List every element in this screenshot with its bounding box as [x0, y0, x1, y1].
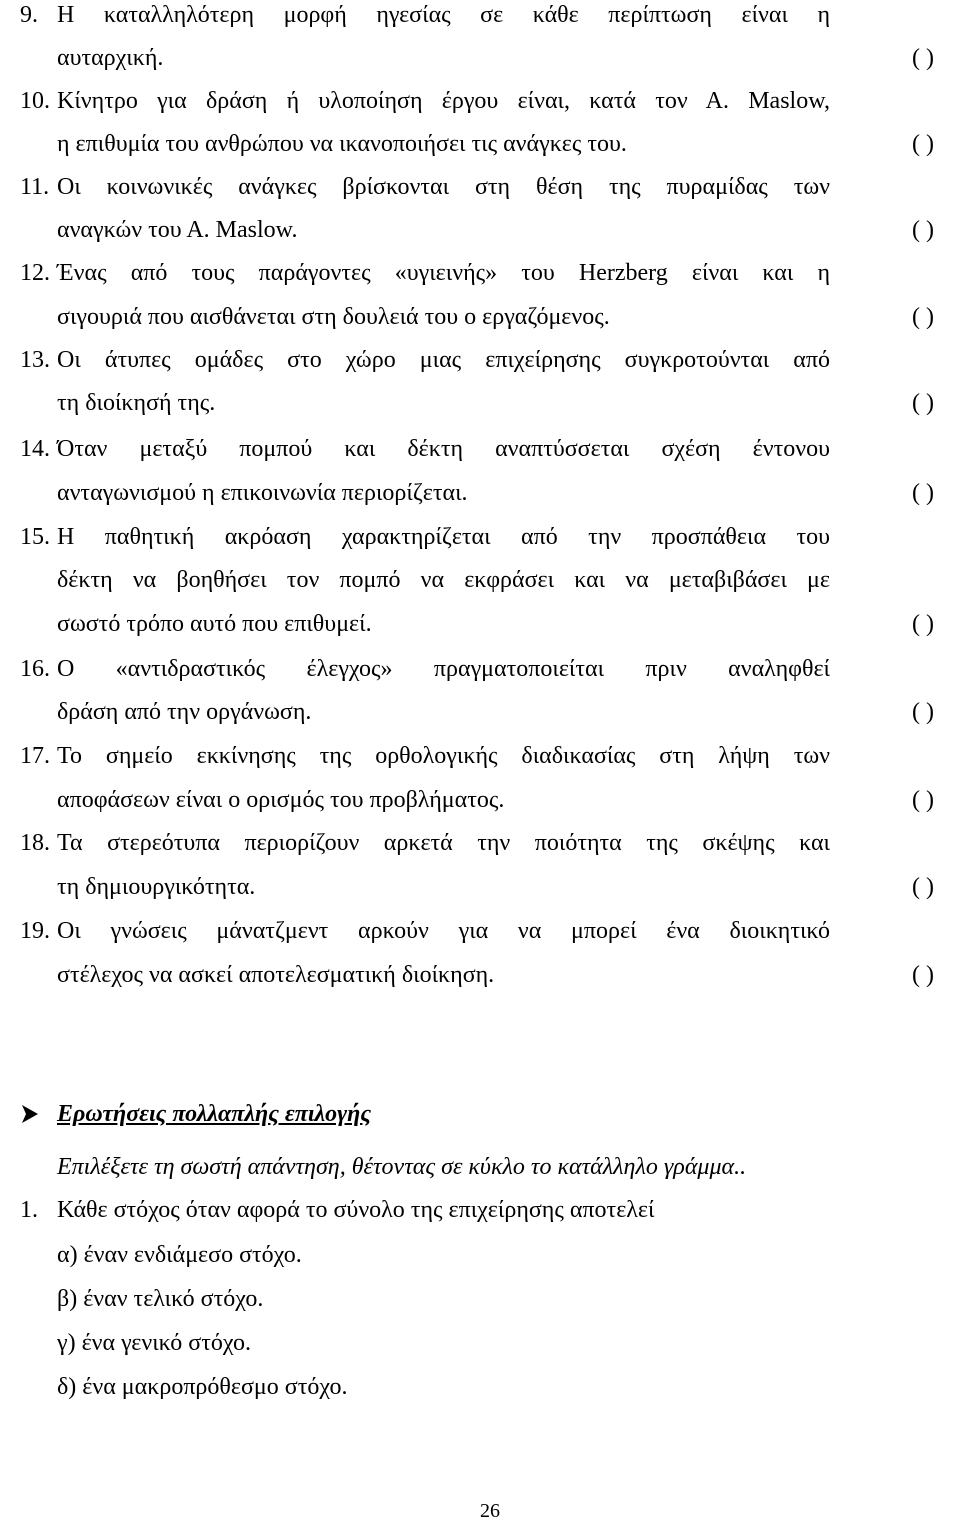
item-text-line: δράση από την οργάνωση.	[57, 699, 312, 725]
answer-parentheses[interactable]: ( )	[912, 962, 934, 988]
answer-parentheses[interactable]: ( )	[912, 217, 934, 243]
answer-parentheses[interactable]: ( )	[912, 480, 934, 506]
item-text-line: τη διοίκησή της.	[57, 390, 216, 416]
item-text-line: στέλεχος να ασκεί αποτελεσματική διοίκηση.	[57, 962, 495, 988]
section-title: Ερωτήσεις πολλαπλής επιλογής	[57, 1101, 372, 1127]
item-number: 12.	[20, 260, 50, 286]
item-text-line: αναγκών του Α. Maslow.	[57, 217, 298, 243]
option-d[interactable]: δ) ένα μακροπρόθεσμο στόχο.	[57, 1374, 348, 1400]
question-text: Κάθε στόχος όταν αφορά το σύνολο της επιχείρησης αποτελεί	[57, 1197, 655, 1223]
item-text-line: τη δημιουργικότητα.	[57, 874, 256, 900]
answer-parentheses[interactable]: ( )	[912, 131, 934, 157]
item-number: 11.	[20, 174, 50, 200]
item-number: 10.	[20, 88, 50, 114]
answer-parentheses[interactable]: ( )	[912, 304, 934, 330]
instruction-text: Επιλέξετε τη σωστή απάντηση, θέτοντας σε κύκλο το κατάλληλο γράμμα..	[57, 1154, 747, 1180]
item-text-line: Οι άτυπες ομάδες στο χώρο μιας επιχείρησης συγκροτούνται από	[57, 347, 830, 373]
item-text-line: Η καταλληλότερη μορφή ηγεσίας σε κάθε περίπτωση είναι η	[57, 2, 830, 28]
option-b[interactable]: β) έναν τελικό στόχο.	[57, 1286, 264, 1312]
item-text-line: Τα στερεότυπα περιορίζουν αρκετά την ποιότητα της σκέψης και	[57, 830, 830, 856]
item-number: 15.	[20, 524, 50, 550]
question-number: 1.	[20, 1197, 38, 1223]
item-number: 9.	[20, 2, 38, 28]
page-number: 26	[480, 1500, 500, 1522]
answer-parentheses[interactable]: ( )	[912, 787, 934, 813]
item-text-line: αποφάσεων είναι ο ορισμός του προβλήματος.	[57, 787, 505, 813]
item-text-line: Οι γνώσεις μάνατζμεντ αρκούν για να μπορεί ένα διοικητικό	[57, 918, 830, 944]
item-number: 18.	[20, 830, 50, 856]
option-c[interactable]: γ) ένα γενικό στόχο.	[57, 1330, 251, 1356]
item-text-line: σιγουριά που αισθάνεται στη δουλειά του ο εργαζόμενος.	[57, 304, 610, 330]
item-text-line: Όταν μεταξύ πομπού και δέκτη αναπτύσσεται σχέση έντονου	[57, 436, 830, 462]
item-number: 13.	[20, 347, 50, 373]
answer-parentheses[interactable]: ( )	[912, 699, 934, 725]
arrow-bullet-icon	[20, 1103, 40, 1125]
item-number: 17.	[20, 743, 50, 769]
answer-parentheses[interactable]: ( )	[912, 611, 934, 637]
item-text-line: σωστό τρόπο αυτό που επιθυμεί.	[57, 611, 372, 637]
item-text-line: Ένας από τους παράγοντες «υγιεινής» του Herzberg είναι και η	[57, 260, 830, 286]
answer-parentheses[interactable]: ( )	[912, 390, 934, 416]
item-text-line: ανταγωνισμού η επικοινωνία περιορίζεται.	[57, 480, 468, 506]
item-text-line: Η παθητική ακρόαση χαρακτηρίζεται από την προσπάθεια του	[57, 524, 830, 550]
item-text-line: η επιθυμία του ανθρώπου να ικανοποιήσει τις ανάγκες του.	[57, 131, 627, 157]
item-text-line: Ο «αντιδραστικός έλεγχος» πραγματοποιείται πριν αναληφθεί	[57, 656, 830, 682]
item-number: 19.	[20, 918, 50, 944]
option-a[interactable]: α) έναν ενδιάμεσο στόχο.	[57, 1242, 302, 1268]
item-number: 16.	[20, 656, 50, 682]
item-text-line: Το σημείο εκκίνησης της ορθολογικής διαδικασίας στη λήψη των	[57, 743, 830, 769]
answer-parentheses[interactable]: ( )	[912, 45, 934, 71]
item-text-line: δέκτη να βοηθήσει τον πομπό να εκφράσει και να μεταβιβάσει με	[57, 567, 830, 593]
item-number: 14.	[20, 436, 50, 462]
item-text-line: Κίνητρο για δράση ή υλοποίηση έργου είναι, κατά τον Α. Maslow,	[57, 88, 830, 114]
answer-parentheses[interactable]: ( )	[912, 874, 934, 900]
item-text-line: Οι κοινωνικές ανάγκες βρίσκονται στη θέση της πυραμίδας των	[57, 174, 830, 200]
item-text-line: αυταρχική.	[57, 45, 164, 71]
